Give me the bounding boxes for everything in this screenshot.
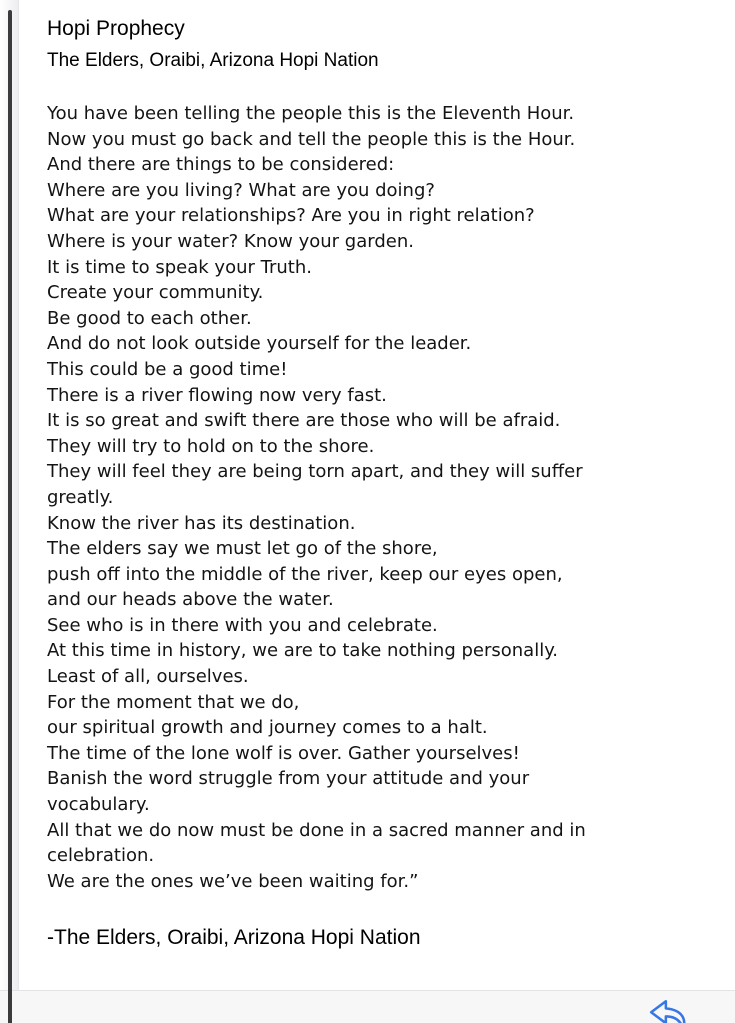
reply-arrow-icon bbox=[648, 998, 690, 1023]
body-text-line: You have been telling the people this is the Eleventh Hour. bbox=[47, 103, 575, 124]
message-subtitle: The Elders, Oraibi, Arizona Hopi Nation bbox=[47, 50, 379, 71]
body-text-line: Where are you living? What are you doing? bbox=[47, 179, 435, 201]
message-signature: -The Elders, Oraibi, Arizona Hopi Nation bbox=[47, 926, 421, 949]
body-text-line: It is time to speak your Truth. bbox=[47, 256, 312, 278]
message-body-card bbox=[20, 0, 735, 990]
body-text-line: Least of all, ourselves. bbox=[47, 666, 249, 688]
reply-button[interactable] bbox=[648, 998, 694, 1023]
body-text-line: greatly. bbox=[47, 486, 114, 508]
body-text-line: push off into the middle of the river, keep our eyes open, bbox=[47, 563, 563, 585]
body-text-line: Where is your water? Know your garden. bbox=[47, 230, 414, 252]
body-text-line: our spiritual growth and journey comes to a halt. bbox=[47, 717, 488, 739]
body-text-line: There is a river flowing now very fast. bbox=[47, 384, 387, 406]
body-text-line: And there are things to be considered: bbox=[47, 154, 395, 176]
body-text-line: All that we do now must be done in a sacred manner and in bbox=[47, 819, 586, 841]
body-text-line: What are your relationships? Are you in right relation? bbox=[47, 205, 535, 227]
message-title: Hopi Prophecy bbox=[47, 17, 185, 40]
body-text-line: Create your community. bbox=[47, 282, 264, 304]
message-text bbox=[47, 101, 586, 894]
body-text-line: Know the river has its destination. bbox=[47, 512, 356, 534]
body-text-line: Be good to each other. bbox=[47, 307, 252, 329]
body-text-line: See who is in there with you and celebrate. bbox=[47, 614, 438, 636]
body-text-line: They will feel they are being torn apart, and they will suffer bbox=[47, 461, 583, 483]
body-text-line: At this time in history, we are to take nothing personally. bbox=[47, 640, 559, 662]
body-text-line: and our heads above the water. bbox=[47, 589, 334, 611]
body-text-line: We are the ones we’ve been waiting for.” bbox=[47, 870, 419, 892]
body-text-line: Now you must go back and tell the people this is the Hour. bbox=[47, 128, 576, 150]
bottom-toolbar bbox=[0, 990, 735, 1023]
body-text-line: Banish the word struggle from your attitude and your bbox=[47, 768, 530, 790]
body-text-line: They will try to hold on to the shore. bbox=[47, 435, 375, 457]
body-text-line: The elders say we must let go of the shore, bbox=[47, 538, 438, 560]
body-text-line: It is so great and swift there are those who will be afraid. bbox=[47, 410, 561, 432]
body-text-line: celebration. bbox=[47, 845, 155, 867]
body-text-line: And do not look outside yourself for the leader. bbox=[47, 333, 472, 355]
body-text-line: The time of the lone wolf is over. Gather yourselves! bbox=[47, 742, 520, 764]
body-text-line: This could be a good time! bbox=[47, 358, 288, 380]
body-text-line: For the moment that we do, bbox=[47, 691, 300, 713]
body-text-line: vocabulary. bbox=[47, 794, 150, 816]
left-edge-line bbox=[8, 10, 12, 1023]
